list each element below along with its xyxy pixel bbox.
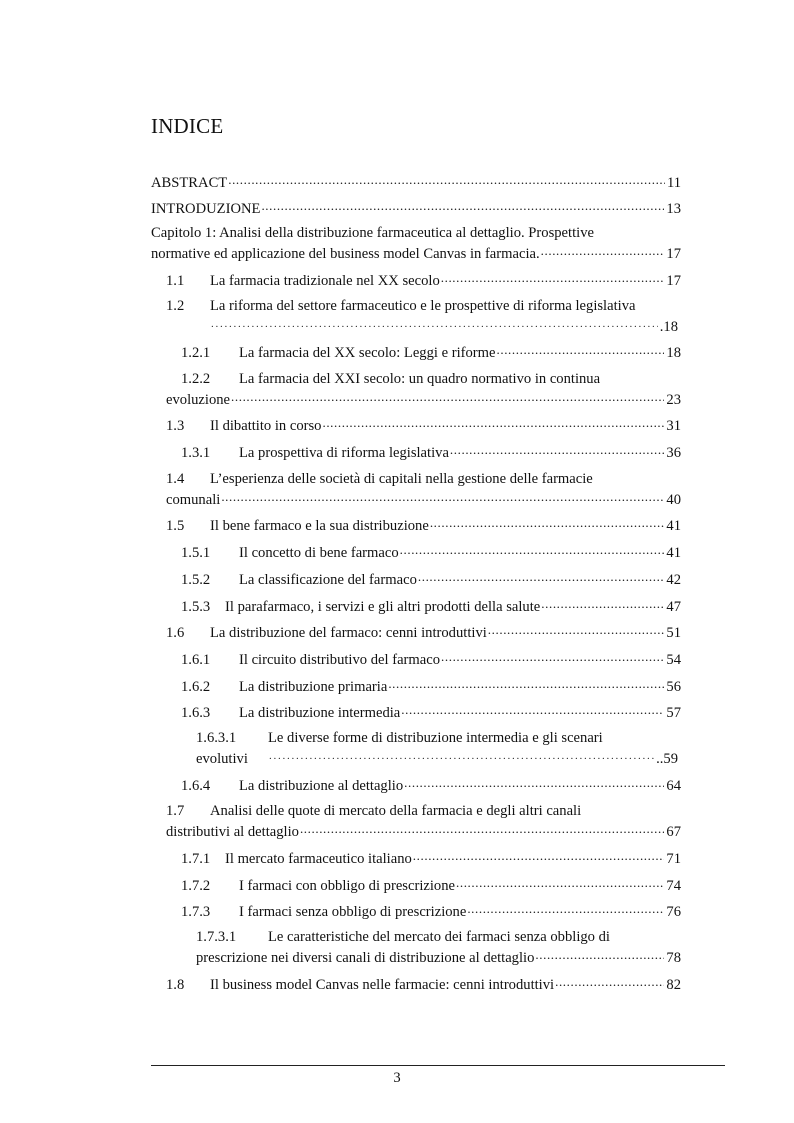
toc-section-number: 1.5.2 [181,572,211,588]
toc-leader-dots [441,650,664,664]
toc-page-number: 67 [666,824,681,840]
toc-leader-dots [401,703,664,717]
toc-entry-label: La distribuzione intermedia [239,705,401,721]
toc-leader-dots [535,948,664,962]
toc-entry-1-4-line1[interactable] [166,470,593,488]
toc-page-number: 17 [666,246,681,262]
toc-entry-1-6-3-1[interactable] [196,749,678,768]
toc-page-number: 56 [666,679,681,695]
toc-leader-dots [269,749,654,763]
toc-page-number: ..59 [656,751,678,767]
toc-page-number: 82 [666,977,681,993]
toc-entry-1-7-2[interactable] [181,876,681,895]
toc-entry-1-7-3[interactable] [181,902,681,921]
toc-entry-label: Le diverse forme di distribuzione intermedia e gli scenari [268,730,603,746]
toc-entry-label: prescrizione nei diversi canali di distribuzione al dettaglio [196,950,535,966]
toc-section-number: 1.2.2 [181,371,211,387]
toc-section-number: 1.2 [166,298,185,314]
toc-entry-1-6-3[interactable] [181,703,681,722]
toc-entry-label: distributivi al dettaglio [166,824,299,840]
toc-entry-1-6[interactable] [166,623,681,642]
toc-entry-label: evoluzione [166,392,231,408]
toc-entry-chapter-1[interactable] [151,244,681,263]
toc-leader-dots [300,822,664,836]
toc-leader-dots [441,271,665,285]
toc-entry-1-6-2[interactable] [181,677,681,696]
toc-section-number: 1.2.1 [181,345,211,361]
toc-page-number: 71 [666,851,681,867]
toc-section-number: 1.3 [166,418,185,434]
toc-entry-label: I farmaci senza obbligo di prescrizione [239,904,467,920]
toc-leader-dots [211,317,658,331]
toc-entry-1-7-line1[interactable] [166,802,581,820]
toc-entry-label: L’esperienza delle società di capitali nella gestione delle farmacie [210,471,593,487]
toc-section-number: 1.7.3 [181,904,211,920]
toc-section-number: 1.7 [166,803,185,819]
toc-page-number: 13 [666,201,681,217]
toc-section-number: 1.8 [166,977,185,993]
toc-leader-dots [430,516,665,530]
toc-entry-label: La distribuzione al dettaglio [239,778,404,794]
toc-entry-label: La riforma del settore farmaceutico e le prospettive di riforma legislativa [210,298,636,314]
toc-page-number: 36 [666,445,681,461]
toc-section-number: 1.1 [166,273,185,289]
toc-leader-dots [221,490,664,504]
toc-section-number: 1.6.3.1 [196,730,237,746]
toc-section-number: 1.7.1 [181,851,211,867]
toc-entry-1-3[interactable] [166,416,681,435]
toc-section-number: 1.6.4 [181,778,211,794]
toc-page-number: 17 [666,273,681,289]
toc-section-number: 1.5.1 [181,545,211,561]
toc-leader-dots [261,199,664,213]
toc-page-number: 78 [666,950,681,966]
toc-entry-1-3-1[interactable] [181,443,681,462]
toc-page-number: 11 [666,175,681,191]
toc-entry-1-8[interactable] [166,975,681,994]
toc-page-number: 18 [666,345,681,361]
toc-entry-1-5-1[interactable] [181,543,681,562]
toc-entry-label: Il business model Canvas nelle farmacie: cenni introduttivi [210,977,555,993]
toc-chapter-1-line1[interactable]: Capitolo 1: Analisi della distribuzione farmaceutica al dettaglio. Prospettive [151,225,594,241]
toc-entry-introduzione[interactable] [151,199,681,218]
toc-entry-label: evolutivi [196,751,248,767]
toc-entry-label: La farmacia tradizionale nel XX secolo [210,273,440,289]
toc-page-number: 51 [666,625,681,641]
toc-entry-1-2-line1[interactable] [166,297,635,315]
toc-entry-label: ABSTRACT [151,175,228,191]
toc-entry-1-7-3-1-line1[interactable] [196,928,610,946]
toc-page-number: 54 [666,652,681,668]
toc-entry-label: I farmaci con obbligo di prescrizione [239,878,455,894]
toc-entry-1-2-1[interactable] [181,343,681,362]
toc-entry-label: La distribuzione del farmaco: cenni introduttivi [210,625,487,641]
toc-entry-label: La classificazione del farmaco [239,572,417,588]
toc-entry-1-5-2[interactable] [181,570,681,589]
toc-entry-label: La farmacia del XXI secolo: un quadro normativo in continua [239,371,601,387]
toc-page-number: 74 [666,878,681,894]
toc-section-number: 1.4 [166,471,185,487]
toc-entry-label: La farmacia del XX secolo: Leggi e riforme [239,345,496,361]
toc-page-number: 47 [666,599,681,615]
toc-entry-1-7-3-1[interactable] [196,948,681,967]
toc-page-number: .18 [659,319,678,335]
toc-entry-1-5-3[interactable] [181,597,681,616]
toc-page-number: 41 [666,545,681,561]
toc-leader-dots [404,776,664,790]
toc-page-number: 42 [666,572,681,588]
toc-section-number: 1.5 [166,518,185,534]
toc-section-number: 1.6.2 [181,679,211,695]
toc-page-number: 57 [666,705,681,721]
toc-entry-label: Il concetto di bene farmaco [239,545,399,561]
toc-entry-label: INTRODUZIONE [151,201,261,217]
toc-entry-label: La prospettiva di riforma legislativa [239,445,449,461]
toc-entry-label: normative ed applicazione del business model Canvas in farmacia. [151,246,540,262]
toc-entry-1-7-1[interactable] [181,849,681,868]
toc-entry-1-2-2[interactable] [166,390,681,409]
toc-entry-1-6-4[interactable] [181,776,681,795]
toc-section-number: 1.7.3.1 [196,929,237,945]
toc-entry-1-2-2-line1[interactable] [181,370,600,388]
page-number: 3 [393,1070,401,1086]
toc-section-number: 1.3.1 [181,445,211,461]
toc-entry-label: Il parafarmaco, i servizi e gli altri prodotti della salute [225,599,541,615]
toc-page-number: 41 [666,518,681,534]
toc-leader-dots [400,543,665,557]
toc-section-number: 1.6.3 [181,705,211,721]
toc-leader-dots [456,876,664,890]
toc-entry-1-1[interactable] [166,271,681,290]
toc-leader-dots [228,173,665,187]
toc-entry-1-7[interactable] [166,822,681,841]
toc-entry-1-2[interactable] [210,317,678,336]
toc-entry-label: Analisi delle quote di mercato della farmacia e degli altri canali [210,803,582,819]
toc-leader-dots [413,849,665,863]
toc-leader-dots [418,570,665,584]
toc-entry-abstract[interactable] [151,173,681,192]
toc-leader-dots [541,597,664,611]
toc-entry-label: Il circuito distributivo del farmaco [239,652,441,668]
toc-leader-dots [450,443,664,457]
toc-entry-1-4[interactable] [166,490,681,509]
toc-section-number: 1.6.1 [181,652,211,668]
toc-page-number: 64 [666,778,681,794]
toc-leader-dots [231,390,664,404]
toc-entry-label: Le caratteristiche del mercato dei farmaci senza obbligo di [268,929,610,945]
toc-leader-dots [541,244,665,258]
toc-leader-dots [555,975,664,989]
toc-section-number: 1.7.2 [181,878,211,894]
toc-page-number: 76 [666,904,681,920]
toc-page-number: 40 [666,492,681,508]
toc-entry-label: Il bene farmaco e la sua distribuzione [210,518,429,534]
toc-leader-dots [488,623,665,637]
toc-entry-label: comunali [166,492,221,508]
toc-entry-1-6-3-1-line1[interactable] [196,729,603,747]
toc-entry-label: Il dibattito in corso [210,418,322,434]
toc-leader-dots [497,343,665,357]
toc-page-number: 23 [666,392,681,408]
toc-entry-1-5[interactable] [166,516,681,535]
toc-entry-label: Il mercato farmaceutico italiano [225,851,412,867]
toc-section-number: 1.5.3 [181,599,211,615]
page-title: INDICE [151,114,224,138]
toc-page-number: 31 [666,418,681,434]
toc-entry-label: La distribuzione primaria [239,679,388,695]
toc-entry-1-6-1[interactable] [181,650,681,669]
toc-leader-dots [467,902,664,916]
toc-leader-dots [322,416,664,430]
toc-section-number: 1.6 [166,625,185,641]
footer-divider [151,1065,725,1066]
toc-leader-dots [388,677,664,691]
